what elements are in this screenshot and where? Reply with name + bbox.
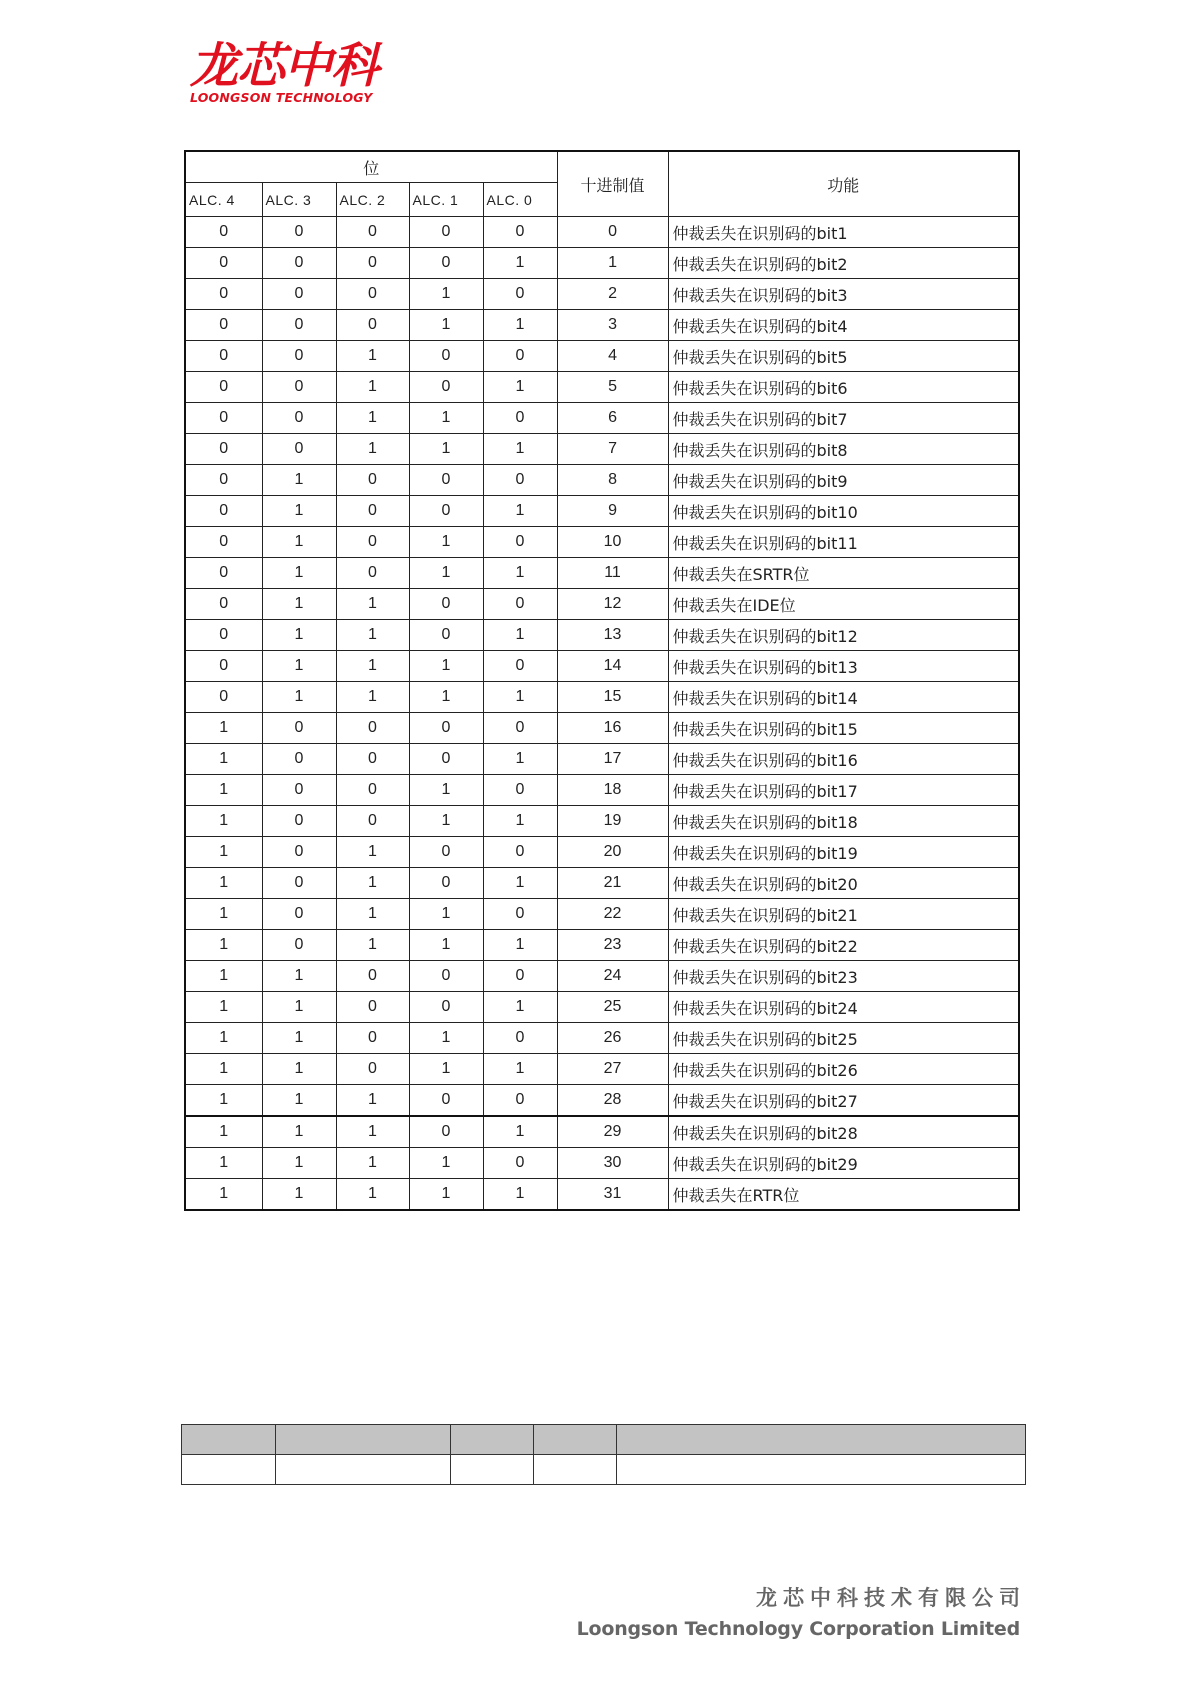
bit-cell: 0	[409, 620, 483, 651]
bit-cell: 0	[262, 248, 336, 279]
table-row	[185, 992, 1019, 1023]
bit-cell: 0	[483, 899, 557, 930]
decimal-cell: 9	[557, 496, 668, 527]
bit-cell: 0	[185, 217, 262, 248]
bit-cell: 1	[483, 496, 557, 527]
bit-cell: 0	[409, 372, 483, 403]
bit-cell: 1	[185, 1116, 262, 1148]
function-cell: 仲裁丢失在识别码的bit29	[668, 1148, 1019, 1179]
table-row	[185, 248, 1019, 279]
bit-cell: 1	[483, 558, 557, 589]
bit-cell: 0	[336, 744, 409, 775]
bit-cell: 0	[409, 1116, 483, 1148]
bit-cell: 1	[483, 930, 557, 961]
table-row	[185, 1054, 1019, 1085]
function-cell: 仲裁丢失在识别码的bit25	[668, 1023, 1019, 1054]
decimal-cell: 8	[557, 465, 668, 496]
table-row	[185, 465, 1019, 496]
decimal-cell: 30	[557, 1148, 668, 1179]
bit-cell: 1	[262, 1085, 336, 1117]
function-cell: 仲裁丢失在识别码的bit24	[668, 992, 1019, 1023]
function-cell: 仲裁丢失在识别码的bit22	[668, 930, 1019, 961]
bit-cell: 0	[483, 1023, 557, 1054]
bit-cell: 1	[185, 1148, 262, 1179]
bit-cell: 0	[336, 465, 409, 496]
header-alc4: ALC. 4	[185, 183, 262, 217]
bit-cell: 0	[185, 589, 262, 620]
bit-cell: 1	[262, 1054, 336, 1085]
empty-cell	[617, 1425, 1026, 1455]
alc-bit-table	[184, 150, 1020, 1211]
decimal-cell: 10	[557, 527, 668, 558]
bit-cell: 0	[483, 1148, 557, 1179]
function-cell: 仲裁丢失在识别码的bit14	[668, 682, 1019, 713]
empty-cell	[276, 1455, 451, 1485]
bit-cell: 0	[185, 279, 262, 310]
bit-cell: 0	[262, 868, 336, 899]
table-row	[185, 806, 1019, 837]
empty-cell	[534, 1425, 617, 1455]
bit-cell: 1	[409, 1179, 483, 1211]
function-cell: 仲裁丢失在识别码的bit23	[668, 961, 1019, 992]
empty-cell	[451, 1425, 534, 1455]
bit-cell: 1	[262, 527, 336, 558]
bit-cell: 1	[262, 682, 336, 713]
bit-cell: 1	[185, 1054, 262, 1085]
bit-cell: 0	[185, 372, 262, 403]
bit-cell: 0	[336, 775, 409, 806]
bit-cell: 1	[336, 837, 409, 868]
bit-cell: 0	[336, 279, 409, 310]
function-cell: 仲裁丢失在识别码的bit2	[668, 248, 1019, 279]
bit-cell: 1	[262, 961, 336, 992]
company-logo	[190, 38, 430, 105]
bit-cell: 0	[483, 713, 557, 744]
decimal-cell: 24	[557, 961, 668, 992]
bit-cell: 0	[262, 434, 336, 465]
bit-cell: 0	[262, 372, 336, 403]
decimal-cell: 20	[557, 837, 668, 868]
page-footer	[576, 1582, 1026, 1640]
table-row	[185, 589, 1019, 620]
function-cell: 仲裁丢失在识别码的bit5	[668, 341, 1019, 372]
bit-cell: 1	[483, 372, 557, 403]
header-bit: 位	[185, 151, 557, 183]
table-body	[185, 217, 1019, 1211]
bit-cell: 1	[262, 1179, 336, 1211]
bit-cell: 1	[409, 806, 483, 837]
table-row	[185, 310, 1019, 341]
bit-cell: 1	[336, 620, 409, 651]
decimal-cell: 2	[557, 279, 668, 310]
table-row	[185, 775, 1019, 806]
decimal-cell: 12	[557, 589, 668, 620]
bit-cell: 0	[483, 217, 557, 248]
bit-cell: 0	[483, 651, 557, 682]
bit-cell: 1	[262, 992, 336, 1023]
table-row	[185, 1148, 1019, 1179]
bit-cell: 0	[336, 248, 409, 279]
empty-register-table	[181, 1424, 1026, 1485]
table-row	[185, 682, 1019, 713]
bit-cell: 1	[409, 899, 483, 930]
bit-cell: 1	[483, 310, 557, 341]
function-cell: 仲裁丢失在识别码的bit28	[668, 1116, 1019, 1148]
decimal-cell: 25	[557, 992, 668, 1023]
function-cell: 仲裁丢失在识别码的bit27	[668, 1085, 1019, 1117]
function-cell: 仲裁丢失在识别码的bit15	[668, 713, 1019, 744]
decimal-cell: 26	[557, 1023, 668, 1054]
bit-cell: 0	[185, 248, 262, 279]
bit-cell: 1	[185, 806, 262, 837]
table-row	[185, 837, 1019, 868]
bit-cell: 1	[409, 682, 483, 713]
bit-cell: 0	[336, 806, 409, 837]
bit-cell: 1	[409, 1023, 483, 1054]
decimal-cell: 7	[557, 434, 668, 465]
bit-cell: 1	[185, 775, 262, 806]
bit-cell: 0	[185, 682, 262, 713]
function-cell: 仲裁丢失在识别码的bit20	[668, 868, 1019, 899]
bit-cell: 0	[409, 961, 483, 992]
bit-cell: 1	[336, 403, 409, 434]
bit-cell: 0	[409, 744, 483, 775]
bit-cell: 0	[185, 434, 262, 465]
bit-cell: 0	[185, 341, 262, 372]
function-cell: 仲裁丢失在识别码的bit4	[668, 310, 1019, 341]
table-row	[185, 868, 1019, 899]
bit-cell: 0	[483, 775, 557, 806]
bit-cell: 0	[336, 961, 409, 992]
table-row	[185, 744, 1019, 775]
bit-cell: 0	[185, 465, 262, 496]
header-decimal: 十进制值	[557, 151, 668, 217]
bit-cell: 1	[185, 992, 262, 1023]
bit-cell: 0	[185, 310, 262, 341]
table-row	[185, 930, 1019, 961]
bit-cell: 1	[409, 775, 483, 806]
function-cell: 仲裁丢失在识别码的bit18	[668, 806, 1019, 837]
decimal-cell: 19	[557, 806, 668, 837]
bit-cell: 1	[483, 682, 557, 713]
decimal-cell: 17	[557, 744, 668, 775]
table-row	[185, 713, 1019, 744]
decimal-cell: 28	[557, 1085, 668, 1117]
bit-cell: 0	[262, 775, 336, 806]
function-cell: 仲裁丢失在识别码的bit3	[668, 279, 1019, 310]
table-row	[185, 434, 1019, 465]
bit-cell: 0	[336, 310, 409, 341]
bit-cell: 1	[483, 1054, 557, 1085]
table-row	[185, 527, 1019, 558]
bit-cell: 1	[483, 806, 557, 837]
empty-cell	[182, 1455, 276, 1485]
table-row	[185, 496, 1019, 527]
bit-cell: 1	[409, 403, 483, 434]
bit-cell: 0	[185, 527, 262, 558]
decimal-cell: 5	[557, 372, 668, 403]
bit-cell: 1	[262, 558, 336, 589]
bit-cell: 0	[336, 1054, 409, 1085]
empty-cell	[451, 1455, 534, 1485]
bit-cell: 0	[185, 651, 262, 682]
bit-cell: 0	[262, 744, 336, 775]
bit-cell: 1	[262, 1023, 336, 1054]
decimal-cell: 6	[557, 403, 668, 434]
bit-cell: 0	[262, 217, 336, 248]
bit-cell: 0	[262, 806, 336, 837]
bit-cell: 1	[185, 899, 262, 930]
bit-cell: 0	[262, 310, 336, 341]
bit-cell: 0	[483, 837, 557, 868]
bit-cell: 1	[336, 589, 409, 620]
decimal-cell: 29	[557, 1116, 668, 1148]
decimal-cell: 0	[557, 217, 668, 248]
bit-cell: 0	[262, 279, 336, 310]
bit-cell: 0	[336, 527, 409, 558]
function-cell: 仲裁丢失在SRTR位	[668, 558, 1019, 589]
bit-cell: 0	[409, 248, 483, 279]
bit-cell: 0	[409, 217, 483, 248]
table-row	[185, 651, 1019, 682]
decimal-cell: 4	[557, 341, 668, 372]
empty-cell	[617, 1455, 1026, 1485]
bit-cell: 1	[336, 868, 409, 899]
bit-cell: 1	[409, 1054, 483, 1085]
empty-cell	[182, 1425, 276, 1455]
bit-cell: 1	[185, 930, 262, 961]
bit-cell: 0	[483, 589, 557, 620]
decimal-cell: 22	[557, 899, 668, 930]
header-function: 功能	[668, 151, 1019, 217]
bit-cell: 1	[409, 279, 483, 310]
bit-cell: 0	[483, 527, 557, 558]
bit-cell: 1	[483, 434, 557, 465]
bit-cell: 1	[336, 651, 409, 682]
bit-cell: 1	[185, 1179, 262, 1211]
bit-cell: 0	[262, 899, 336, 930]
bit-cell: 0	[483, 403, 557, 434]
bit-cell: 1	[336, 1179, 409, 1211]
bit-cell: 1	[409, 651, 483, 682]
bit-cell: 1	[409, 527, 483, 558]
empty-table-header-row	[182, 1425, 1026, 1455]
decimal-cell: 21	[557, 868, 668, 899]
empty-cell	[534, 1455, 617, 1485]
function-cell: 仲裁丢失在识别码的bit19	[668, 837, 1019, 868]
footer-company-cn: 龙芯中科技术有限公司	[756, 1586, 1026, 1610]
bit-cell: 0	[336, 558, 409, 589]
bit-cell: 0	[262, 837, 336, 868]
bit-cell: 1	[336, 341, 409, 372]
bit-cell: 0	[336, 496, 409, 527]
function-cell: 仲裁丢失在识别码的bit12	[668, 620, 1019, 651]
function-cell: 仲裁丢失在识别码的bit7	[668, 403, 1019, 434]
decimal-cell: 15	[557, 682, 668, 713]
empty-cell	[276, 1425, 451, 1455]
bit-cell: 1	[483, 992, 557, 1023]
bit-cell: 0	[409, 341, 483, 372]
bit-cell: 1	[262, 589, 336, 620]
bit-cell: 1	[336, 1116, 409, 1148]
header-alc0: ALC. 0	[483, 183, 557, 217]
bit-cell: 1	[409, 930, 483, 961]
bit-cell: 1	[409, 1148, 483, 1179]
bit-cell: 0	[409, 496, 483, 527]
bit-cell: 1	[336, 899, 409, 930]
table-row	[185, 899, 1019, 930]
bit-cell: 1	[262, 1148, 336, 1179]
bit-cell: 0	[262, 930, 336, 961]
decimal-cell: 1	[557, 248, 668, 279]
bit-cell: 1	[262, 1116, 336, 1148]
decimal-cell: 27	[557, 1054, 668, 1085]
bit-cell: 0	[185, 558, 262, 589]
decimal-cell: 3	[557, 310, 668, 341]
bit-cell: 0	[185, 620, 262, 651]
empty-table-row	[182, 1455, 1026, 1485]
bit-cell: 1	[262, 496, 336, 527]
function-cell: 仲裁丢失在识别码的bit11	[668, 527, 1019, 558]
bit-cell: 1	[336, 434, 409, 465]
bit-cell: 0	[336, 713, 409, 744]
table-row	[185, 558, 1019, 589]
bit-cell: 1	[262, 651, 336, 682]
header-alc2: ALC. 2	[336, 183, 409, 217]
bit-cell: 1	[483, 744, 557, 775]
bit-cell: 0	[483, 279, 557, 310]
function-cell: 仲裁丢失在识别码的bit13	[668, 651, 1019, 682]
bit-cell: 0	[409, 713, 483, 744]
table-row	[185, 1023, 1019, 1054]
bit-cell: 1	[185, 1085, 262, 1117]
bit-cell: 0	[262, 403, 336, 434]
function-cell: 仲裁丢失在识别码的bit8	[668, 434, 1019, 465]
decimal-cell: 11	[557, 558, 668, 589]
bit-cell: 1	[185, 713, 262, 744]
bit-cell: 1	[409, 558, 483, 589]
bit-cell: 1	[185, 961, 262, 992]
decimal-cell: 16	[557, 713, 668, 744]
header-alc1: ALC. 1	[409, 183, 483, 217]
bit-cell: 1	[336, 930, 409, 961]
bit-cell: 1	[483, 1116, 557, 1148]
table-row	[185, 341, 1019, 372]
bit-cell: 0	[409, 837, 483, 868]
decimal-cell: 13	[557, 620, 668, 651]
bit-cell: 0	[336, 217, 409, 248]
bit-cell: 0	[409, 868, 483, 899]
bit-cell: 1	[262, 465, 336, 496]
function-cell: 仲裁丢失在识别码的bit6	[668, 372, 1019, 403]
function-cell: 仲裁丢失在RTR位	[668, 1179, 1019, 1211]
decimal-cell: 14	[557, 651, 668, 682]
function-cell: 仲裁丢失在识别码的bit21	[668, 899, 1019, 930]
function-cell: 仲裁丢失在识别码的bit16	[668, 744, 1019, 775]
function-cell: 仲裁丢失在识别码的bit26	[668, 1054, 1019, 1085]
bit-cell: 0	[336, 992, 409, 1023]
function-cell: 仲裁丢失在IDE位	[668, 589, 1019, 620]
bit-cell: 1	[336, 1148, 409, 1179]
function-cell: 仲裁丢失在识别码的bit17	[668, 775, 1019, 806]
bit-cell: 1	[336, 682, 409, 713]
bit-cell: 0	[483, 465, 557, 496]
bit-cell: 1	[185, 837, 262, 868]
table-row	[185, 217, 1019, 248]
bit-cell: 1	[483, 1179, 557, 1211]
bit-cell: 0	[483, 1085, 557, 1117]
logo-english-text: LOONGSON TECHNOLOGY	[190, 90, 373, 105]
bit-cell: 1	[185, 868, 262, 899]
bit-cell: 1	[409, 434, 483, 465]
bit-cell: 1	[336, 1085, 409, 1117]
table-row	[185, 372, 1019, 403]
bit-cell: 0	[262, 713, 336, 744]
table-row	[185, 1116, 1019, 1148]
decimal-cell: 18	[557, 775, 668, 806]
table-row	[185, 403, 1019, 434]
bit-cell: 1	[483, 868, 557, 899]
bit-cell: 0	[409, 589, 483, 620]
bit-cell: 1	[262, 620, 336, 651]
footer-company-en: Loongson Technology Corporation Limited	[576, 1618, 1020, 1640]
bit-cell: 1	[336, 372, 409, 403]
decimal-cell: 23	[557, 930, 668, 961]
bit-cell: 0	[262, 341, 336, 372]
bit-cell: 1	[483, 248, 557, 279]
header-alc3: ALC. 3	[262, 183, 336, 217]
table-row	[185, 279, 1019, 310]
bit-cell: 0	[409, 992, 483, 1023]
bit-cell: 1	[409, 310, 483, 341]
bit-cell: 0	[409, 1085, 483, 1117]
bit-cell: 1	[483, 620, 557, 651]
bit-cell: 0	[409, 465, 483, 496]
function-cell: 仲裁丢失在识别码的bit10	[668, 496, 1019, 527]
function-cell: 仲裁丢失在识别码的bit9	[668, 465, 1019, 496]
bit-cell: 0	[185, 403, 262, 434]
decimal-cell: 31	[557, 1179, 668, 1211]
logo-chinese-text: 龙芯中科	[190, 38, 379, 94]
bit-cell: 1	[185, 744, 262, 775]
bit-cell: 1	[185, 1023, 262, 1054]
bit-cell: 0	[336, 1023, 409, 1054]
table-row	[185, 1179, 1019, 1211]
function-cell: 仲裁丢失在识别码的bit1	[668, 217, 1019, 248]
table-row	[185, 961, 1019, 992]
bit-cell: 0	[185, 496, 262, 527]
table-row	[185, 620, 1019, 651]
table-row	[185, 1085, 1019, 1117]
bit-cell: 0	[483, 341, 557, 372]
bit-cell: 0	[483, 961, 557, 992]
